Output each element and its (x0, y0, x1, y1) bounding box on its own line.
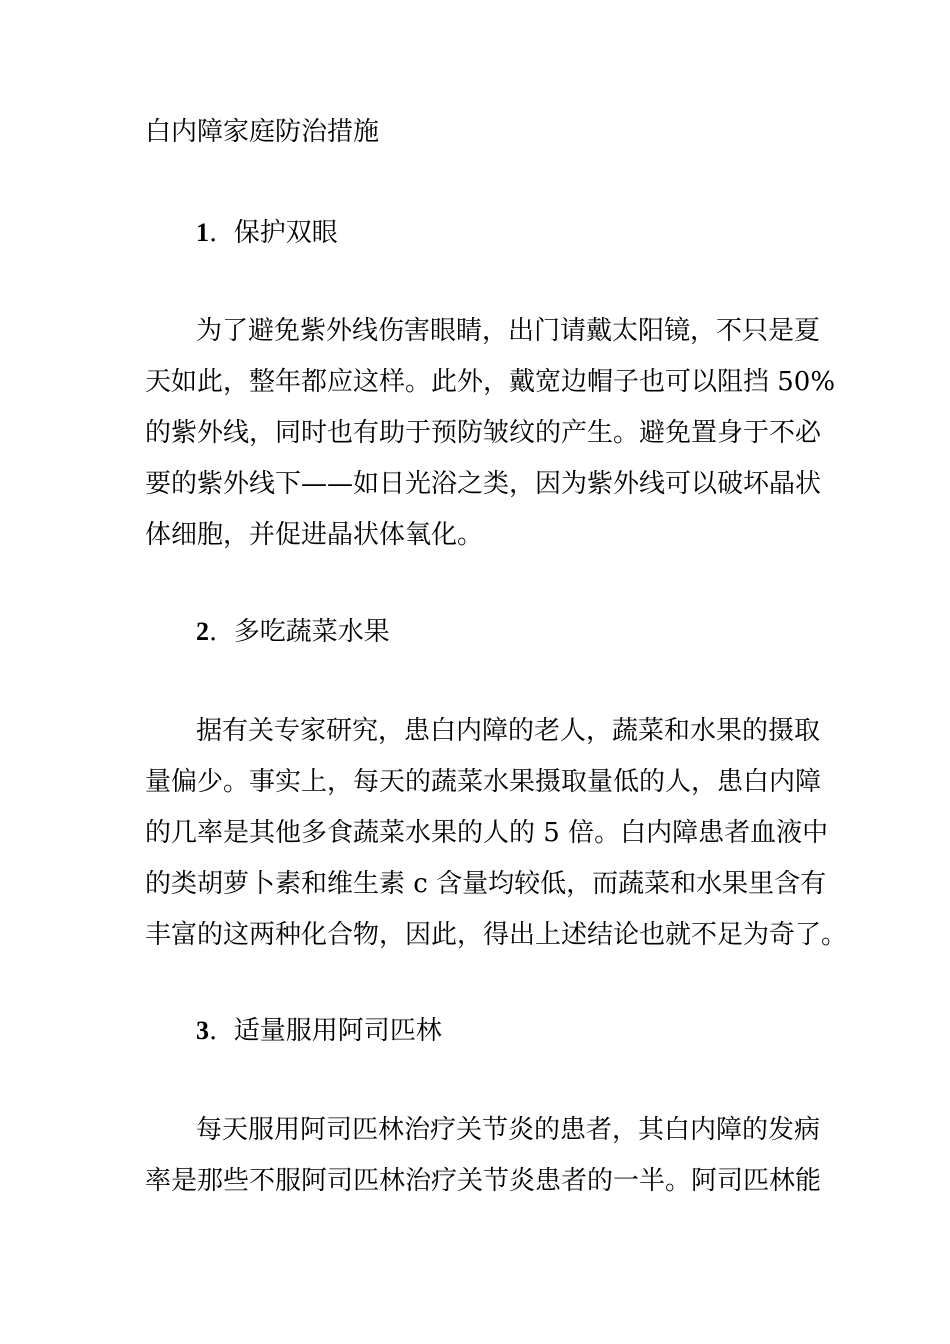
section-number: 2 (196, 617, 209, 646)
paragraph-line: 要的紫外线下——如日光浴之类，因为紫外线可以破坏晶状 (145, 469, 822, 499)
paragraph-line: 天如此，整年都应这样。此外，戴宽边帽子也可以阻挡 50% (145, 367, 836, 397)
paragraph-line: 体细胞，并促进晶状体氧化。 (145, 520, 484, 550)
heading-separator: . (209, 617, 234, 647)
paragraph-line: 量偏少。事实上，每天的蔬菜水果摄取量低的人，患白内障 (145, 767, 822, 797)
paragraph-line: 的几率是其他多食蔬菜水果的人的 5 倍。白内障患者血液中 (145, 818, 829, 848)
paragraph-line: 丰富的这两种化合物，因此，得出上述结论也就不足为奇了。 (145, 920, 848, 950)
section-heading-2 (196, 616, 390, 648)
section-number: 1 (196, 218, 209, 247)
paragraph-line: 据有关专家研究，患白内障的老人，蔬菜和水果的摄取 (196, 716, 821, 746)
paragraph-line: 每天服用阿司匹林治疗关节炎的患者，其白内障的发病 (196, 1115, 821, 1145)
section-heading-text: 适量服用阿司匹林 (233, 1016, 442, 1046)
paragraph-line: 率是那些不服阿司匹林治疗关节炎患者的一半。阿司匹林能 (145, 1166, 822, 1196)
heading-separator: . (209, 218, 234, 248)
section-heading-text: 多吃蔬菜水果 (233, 617, 390, 647)
heading-separator: . (209, 1016, 234, 1046)
section-heading-3 (196, 1015, 442, 1047)
paragraph-line: 的类胡萝卜素和维生素 c 含量均较低，而蔬菜和水果里含有 (145, 869, 827, 899)
section-heading-1 (196, 217, 338, 249)
section-heading-text: 保护双眼 (233, 218, 338, 248)
paragraph-line: 为了避免紫外线伤害眼睛，出门请戴太阳镜，不只是夏 (196, 316, 821, 346)
paragraph-line: 的紫外线，同时也有助于预防皱纹的产生。避免置身于不必 (145, 418, 822, 448)
section-number: 3 (196, 1016, 209, 1045)
document-title: 白内障家庭防治措施 (145, 117, 380, 147)
